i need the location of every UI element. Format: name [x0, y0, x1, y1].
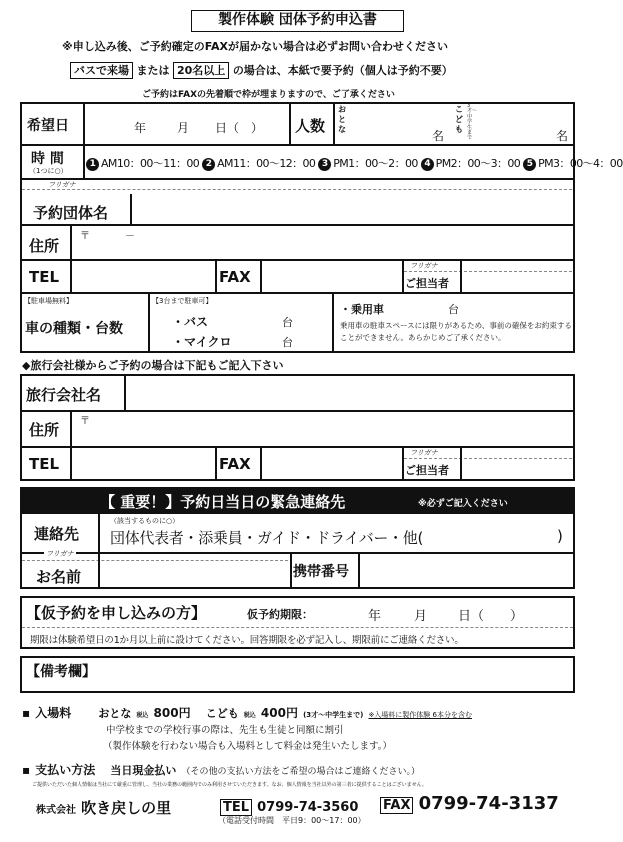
- adult-fee-price: 800円: [153, 706, 191, 720]
- contact-person-field[interactable]: [463, 261, 571, 290]
- fee-applies-note: （製作体験を行わない場合も入場料として料金は発生いたします。）: [103, 741, 392, 752]
- child-fee-price: 400円: [260, 706, 298, 720]
- footer-fax-number[interactable]: 0799-74-3137: [418, 793, 559, 814]
- emergency-name-label: お名前: [36, 568, 82, 586]
- slot-number-icon: 5: [523, 158, 536, 171]
- provisional-deadline-field[interactable]: [325, 600, 570, 624]
- bus-condition-box: バスで来場: [70, 62, 133, 79]
- bus-label: ・バス: [172, 315, 209, 329]
- payment-value: 当日現金払い: [110, 764, 177, 777]
- bus-unit: 台: [282, 316, 293, 329]
- admission-row: [22, 702, 472, 721]
- provisional-day-unit: 日（ ）: [458, 609, 524, 624]
- provisional-title: 【仮予約を申し込みの方】: [26, 604, 207, 622]
- slot-number-icon: 3: [318, 158, 331, 171]
- tax-included-note: 税込: [243, 712, 256, 719]
- contact-person-label: ご担当者: [405, 277, 449, 290]
- mobile-number-field[interactable]: [361, 554, 571, 587]
- footer-fax: [380, 793, 559, 814]
- day-unit: 日（ ）: [215, 121, 264, 135]
- child-unit: 名: [556, 129, 569, 143]
- child-age-note: 3才〜中学生まで: [467, 103, 478, 142]
- group-furigana-label: フリガナ: [48, 181, 76, 189]
- contact-role-options[interactable]: 団体代表者・添乗員・ガイド・ドライバー・他(: [110, 529, 424, 547]
- time-slot-5[interactable]: 5 PM3：00〜4：00: [523, 157, 623, 170]
- emergency-title-bar: [20, 487, 575, 514]
- vehicle-label: 車の種類・台数: [25, 321, 123, 337]
- condition-tail: の場合は、本紙で要予約（個人は予約不要）: [232, 64, 453, 77]
- school-discount-note: 中学校までの学校行事の際は、先生も生徒と同額に割引: [106, 725, 344, 736]
- tel-field[interactable]: [73, 261, 213, 290]
- footer-tel: [220, 796, 358, 815]
- car-parking-note: 乗用車の駐車スペースには限りがあるため、事前の確保をお約束することができません。あらかじめご了承ください。: [340, 321, 572, 342]
- mobile-number-label: 携帯番号: [293, 564, 349, 580]
- privacy-note: ご提供いただいた個人情報は当社にて厳重に管理し、当社の業務の範囲内でのみ利用させていただきます。なお、個人情報を当社以外の第三者に提供することはございません。: [32, 782, 427, 788]
- time-slot-list: [86, 155, 623, 171]
- microbus-label: ・マイクロ: [172, 335, 232, 349]
- agency-fax-field[interactable]: [263, 448, 400, 479]
- postal-mark: 〒: [80, 231, 90, 242]
- time-slot-1[interactable]: 1 AM10：00〜11：00: [86, 157, 199, 170]
- slot-number-icon: 1: [86, 158, 99, 171]
- agency-tel-field[interactable]: [73, 448, 213, 479]
- people-count-label: 人数: [295, 117, 326, 135]
- emergency-furigana-label: フリガナ: [46, 550, 74, 558]
- time-slot-4[interactable]: 4 PM2：00〜3：00: [421, 157, 521, 170]
- payment-label: 支払い方法: [35, 763, 96, 777]
- year-unit: 年: [134, 121, 147, 135]
- admission-included-note: ※入場料に製作体験 6本分を含む: [368, 711, 472, 719]
- time-instruction: （1つに○）: [29, 167, 68, 175]
- postal-dash: －: [125, 231, 135, 242]
- time-slot-3[interactable]: 3 PM1：00〜2：00: [318, 157, 418, 170]
- group-name-field[interactable]: [133, 196, 571, 222]
- footer-tel-number[interactable]: 0799-74-3560: [257, 800, 359, 815]
- remarks-field[interactable]: [100, 659, 570, 690]
- provisional-year-unit: 年: [368, 609, 382, 624]
- child-fee-label: こども: [205, 707, 239, 720]
- desired-date-label: 希望日: [27, 118, 69, 134]
- agency-heading: ◆旅行会社様からご予約の場合は下記もご記入下さい: [22, 359, 284, 372]
- provisional-deadline-label: 仮予約期限：: [247, 608, 313, 621]
- microbus-count-field[interactable]: [240, 330, 280, 347]
- emergency-name-field[interactable]: [101, 554, 287, 587]
- group-size-condition-box: 20名以上: [173, 62, 229, 79]
- address-field[interactable]: [73, 226, 571, 257]
- bus-count-field[interactable]: [220, 310, 280, 327]
- time-label: 時 間: [31, 151, 64, 167]
- group-name-label: 予約団体名: [33, 204, 109, 222]
- tax-included-note: 税込: [136, 712, 149, 719]
- remarks-title: 【備考欄】: [26, 664, 96, 680]
- adult-fee-label: おとな: [98, 707, 132, 720]
- company-main-name: 吹き戻しの里: [81, 799, 172, 817]
- confirmation-notice: ※申し込み後、ご予約確定のFAXが届かない場合は必ずお問い合わせください: [62, 40, 448, 53]
- footer-fax-label: FAX: [380, 797, 413, 814]
- provisional-note: 期限は体験希望日の1か月以上前に設けてください。回答期限を必ず記入し、期限前にご連絡ください。: [30, 635, 464, 646]
- car-label: ・乗用車: [340, 303, 384, 316]
- month-unit: 月: [177, 121, 190, 135]
- bullet-icon: ▪: [22, 763, 31, 777]
- provisional-month-unit: 月: [414, 609, 428, 624]
- agency-contact-furigana-label: フリガナ: [410, 449, 438, 457]
- agency-postal-mark: 〒: [80, 416, 90, 427]
- first-come-note: ご予約はFAXの先着順で枠が埋まりますので、ご了承ください: [142, 90, 395, 100]
- time-slot-2[interactable]: 2 AM11：00〜12：00: [202, 157, 315, 170]
- adult-unit: 名: [432, 129, 445, 143]
- company-prefix: 株式会社: [36, 805, 76, 816]
- agency-address-field[interactable]: [73, 412, 571, 444]
- group-furigana-field[interactable]: [135, 180, 571, 194]
- address-label: 住所: [29, 237, 60, 255]
- child-fee-range: (3才〜中学生まで): [303, 711, 364, 719]
- agency-name-field[interactable]: [127, 376, 572, 408]
- agency-contact-person-field[interactable]: [463, 448, 571, 479]
- condition-or: または: [136, 64, 170, 77]
- phone-hours: （電話受付時間 平日9：00〜17：00）: [218, 816, 366, 825]
- slot-number-icon: 2: [202, 158, 215, 171]
- admission-label: 入場料: [35, 706, 72, 720]
- parking-limit-note: 【3台まで駐車可】: [152, 297, 213, 305]
- child-label: こども: [455, 105, 463, 134]
- contact-role-close: ): [557, 527, 563, 545]
- agency-name-label: 旅行会社名: [26, 386, 102, 404]
- footer-tel-label: TEL: [220, 799, 252, 816]
- agency-address-label: 住所: [29, 421, 60, 439]
- contact-furigana-label: フリガナ: [410, 262, 438, 270]
- emergency-required-note: ※必ずご記入ください: [418, 499, 508, 509]
- agency-tel-label: TEL: [29, 455, 60, 473]
- emergency-contact-label: 連絡先: [34, 525, 80, 543]
- fax-label: FAX: [219, 268, 251, 286]
- slot-number-icon: 4: [421, 158, 434, 171]
- fax-field[interactable]: [263, 261, 400, 290]
- company-name: [36, 797, 171, 818]
- microbus-unit: 台: [282, 336, 293, 349]
- emergency-title: 【 重要！】予約日当日の緊急連絡先: [100, 493, 346, 511]
- form-title: 製作体験 団体予約申込書: [191, 10, 404, 32]
- contact-role-hint: （該当するものに○）: [110, 517, 180, 525]
- agency-fax-label: FAX: [219, 455, 251, 473]
- bullet-icon: ▪: [22, 706, 31, 720]
- tel-label: TEL: [29, 268, 60, 286]
- parking-free-note: 【駐車場無料】: [24, 297, 73, 305]
- car-unit: 台: [448, 303, 459, 316]
- condition-line: [70, 62, 453, 78]
- adult-label: おとな: [338, 105, 346, 134]
- car-count-field[interactable]: [395, 298, 445, 315]
- agency-contact-person-label: ご担当者: [405, 464, 449, 477]
- payment-note: （その他の支払い方法をご希望の場合はご連絡ください。）: [181, 767, 420, 777]
- payment-row: [22, 759, 420, 778]
